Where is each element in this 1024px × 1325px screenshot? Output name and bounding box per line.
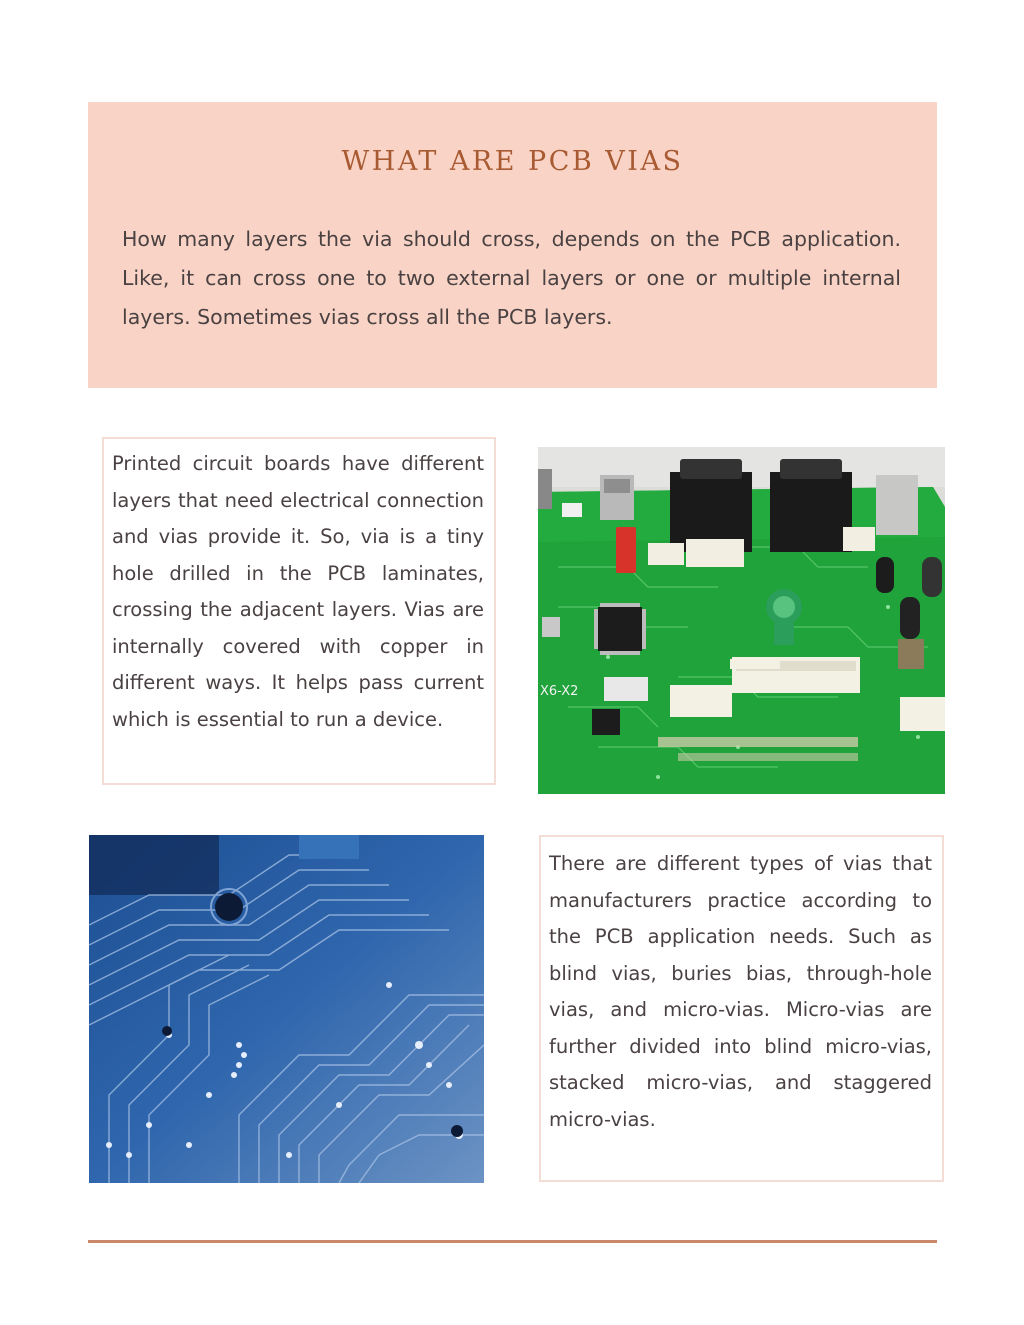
intro-paragraph: How many layers the via should cross, depends on the PCB application. Like, it can cross one to two external layers or one or multiple internal layers. Sometimes vias cross all the PCB layers. (122, 227, 901, 329)
green-pcb-photo (538, 447, 945, 794)
page-title: WHAT ARE PCB VIAS (341, 146, 684, 177)
board-label: X6-X2 (540, 684, 579, 699)
header-banner (88, 102, 937, 388)
section-two-textbox (539, 835, 944, 1182)
blue-pcb-photo (89, 835, 484, 1183)
footer-divider (88, 1240, 937, 1243)
section-one-paragraph: Printed circuit boards have different layers that need electrical connection and vias provide it. So, via is a tiny hole drilled in the PCB laminates, crossing the adjacent layers. Vias are internally covered with copper in different ways. It helps pass current which is essential to run a device. (112, 452, 484, 731)
section-one-textbox (102, 437, 496, 785)
section-two-paragraph: There are different types of vias that manufacturers practice according to the PCB application needs. Such as blind vias, buries bias, through-hole vias, and micro-vias. Micro-vias are further divided into blind micro-vias, stacked micro-vias, and staggered micro-vias. (549, 852, 932, 1131)
